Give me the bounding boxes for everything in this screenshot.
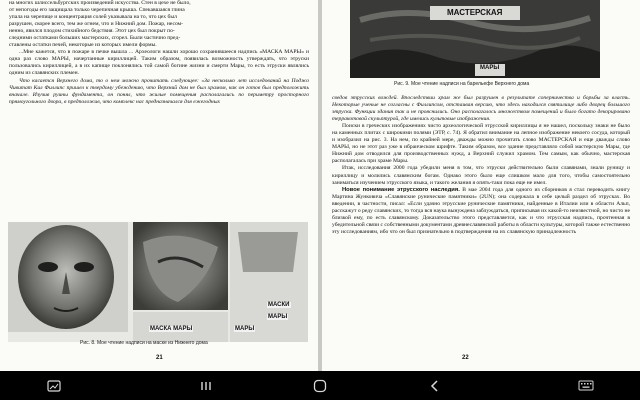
text-line: упала на черепице и концентрация солей указывала на то, что цех был [9,14,177,21]
back-icon [428,379,440,393]
left-page-text [9,0,309,106]
text-line: от непогоды его защищала только черепичная крыша. Спекавшаяся глина [9,7,185,14]
mary-label: МАРЫ [268,314,288,320]
recents-icon [199,380,213,392]
paragraph-text: В мае 2004 года для одного из сборников я стал переводить книгу Мартина Жунковича «Славянские руническиe памятники» (2UN); она содержала в себе целый раздел об этрусках. Во введении, в частности, писал: «Если удачно этрусские рунические памятники, найденные в Италии или в области Альп, расскажут о реду славянских, то тогда вся наука вынуждена заблуждаться, приписывая их какой-то неизвестной, но чисто не близкой ему, по есть славянскому. Доказательство этого представляется, как и что этрусская надпись, прочтенная в убедительной связи с собственными документами древнеславянской работы в области культуры, которой также естественно эту исследованиям, ибо что он был признательно в подтверждения на их славянскую принадлежность [332,186,630,235]
right-page-text [332,95,630,236]
text-line: ненно, явился плодом стихийного бедствия. Этот цех был покрыт по- [9,28,175,35]
home-icon [313,379,327,393]
back-button[interactable] [420,376,448,396]
left-page [0,0,318,371]
masterskaya-label: МАСТЕРСКАЯ [447,8,503,17]
mask-photo [8,222,308,342]
navigation-bar [0,371,640,400]
home-button[interactable] [306,376,334,396]
mary-label: МАРЫ [235,326,255,332]
keyboard-button[interactable] [572,376,600,396]
text-line: ставлены остатки печей, некоторые из которых имели формы. [9,42,157,49]
screenshot-icon [47,380,61,392]
figure-caption: Рис. 9. Мое чтение надписи на барельефе Верхнего дома [394,81,530,87]
quote-paragraph: Что касается Верхнего дома, то о нем можно прочитать следующее: «За несколько лет исследований на Поджо Чивитат Кил Филлипс пришел к твердому убеждению, что Верхний дом не был храмом, как он готов был предположить вначале. Изучив руины фундамента, он понял, что жилые помещения располагались по периметру просторного прямоугольного двора, в предположив, что комплекс нас предназначался для ежегодных [9,77,309,105]
paragraph: Итак, исследования 2000 года убедили меня в том, что этруски действительно были славянами, знали руницу и кириллицу и молились славянским богам. Однако этого было еще слишком мало для того, чтобы самостоятельно заниматься изучением этрусского языка, и такого желания я опять-таки пока еще не имел. [332,165,630,186]
text-line: на многих шлиссельбургских произведений искусства. Стен в цехе не было, [9,0,191,6]
maska-mary-label: МАСКА МАРЫ [150,326,193,332]
maska-paragraph: ...Мне кажется, что в пожаре в печке вышла ... Археологи нашли хорошо сохранившееся надпись «МАСКА МАРЫ» и одна раз слово МАРЫ, начертанные кириллицей. Таким образом, появилась возможность утверждать, что этруски пользовались кириллицей, а в их капище поклонялись той самой богине жизни и смерти Мары, то есть этруски являлись одним из славянских племен. [9,49,309,77]
keyboard-icon [578,380,594,392]
figure-caption: Рис. 8. Мое чтение надписи на маске из Нижнего дома [80,340,208,346]
page-number: 21 [156,355,163,361]
right-page [322,0,640,371]
paragraph-with-heading [332,187,630,236]
text-line: разрушен, скорее всего, тем же огнем, что и Нижний дом. Пожар, несом- [9,21,184,28]
text-line: следними остатками больших мастерских, сгорел. Были частично пред- [9,35,181,42]
page-number: 22 [462,355,469,361]
maski-label: МАСКИ [268,302,290,308]
paragraph: сведов этрусских вождей. Впоследствии храм же был разрушен в результате соперничества и борьбы за власть. Некоторые ученые не согласны с Филлипсом, отстаивая версию, что здесь находился святилище либо дворец большого этруска. Функции здания так и не прояснились. Оно располагалось множеством помещений и было богато декорировано терракотовой скульптурой, где имелись культовые изображения. [332,95,630,123]
mask-photo-image [8,222,308,342]
recents-button[interactable] [192,376,220,396]
mary-label: МАРЫ [480,65,500,71]
relief-photo [350,0,600,78]
paragraph: Поиски в греческих изображениях чисто археологической этрусской кириллицы я не нашел, поскольку знаки не было на каменных плитах с широкими полями (ЭТР, с. 74). Я обратил внимание на лепное изображение некоего сосуда, который и изобразил на рис. 3. На нем, по крайней мере, дважды можно прочитать слово МАСТЕРСКАЯ и еще дважды слово МАРЫ, но не этот раз уже в ибраическом шрифте. Таким образом, все здание представляло собой мастерскую Мары, где Нижний дом отводился для производственных нужд, а Верхний служил храмом. Тем самым, как обычно, мастерская располагалась при храме Мары. [332,123,630,165]
section-heading: Новое понимание этрусского наследия. [342,186,460,193]
screenshot-button[interactable] [40,376,68,396]
